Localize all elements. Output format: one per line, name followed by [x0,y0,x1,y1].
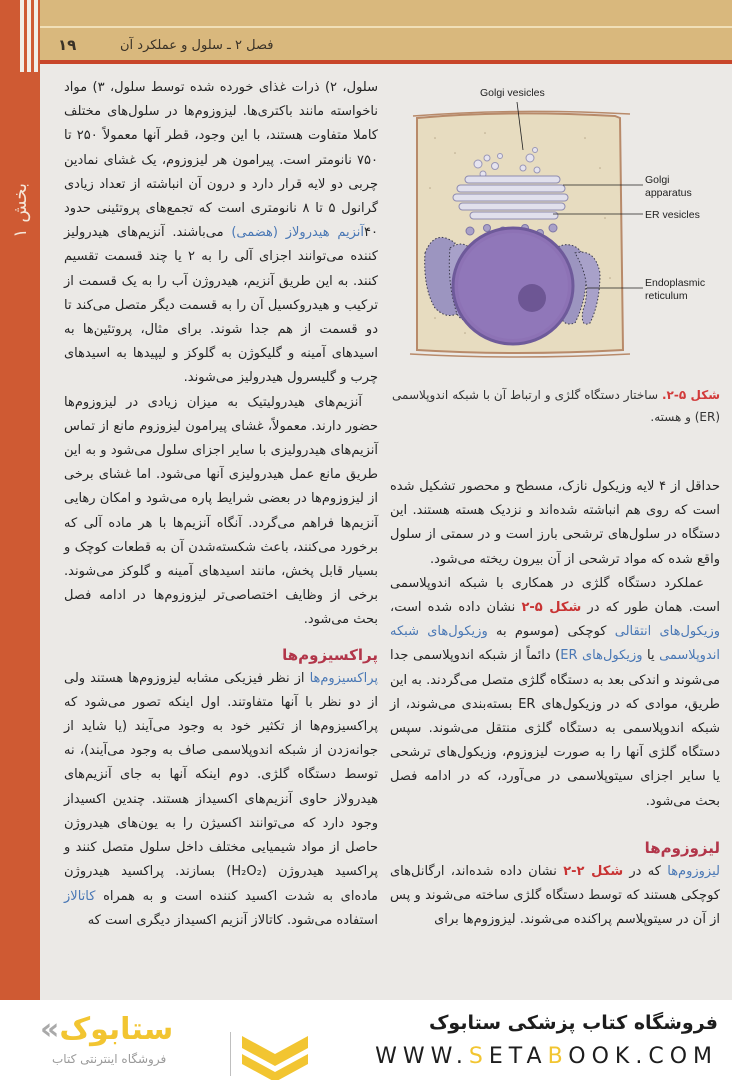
term-hydrolase: آنزیم هیدرولاز (هضمی) [231,225,365,241]
paragraph: حداقل از ۴ لایه وزیکول نازک، مسطح و محصور تشکیل شده است که روی هم انباشته شده‌اند و نزدیک هسته هستند. این دستگاه در سلول‌های ترشحی بارز است و در سمتی از سلول واقع شده که مواد ترشحی از آن بیرون ریخته می‌شود. [390,479,720,567]
svg-text:reticulum: reticulum [645,290,688,302]
figure-reference[interactable]: شکل ۲-۲ [563,863,624,879]
label-er-vesicles: ER vesicles [645,209,700,221]
header-divider [40,26,732,28]
term-catalase: کاتالاز [64,888,96,904]
paragraph: لیزوزوم‌ها که در شکل ۲-۲ نشان داده شده‌اند، ارگانل‌های کوچکی هستند که توسط دستگاه گلژی ساخته می‌شوند و پس از آن در سیتوپلاسم پراکنده می‌شوند. لیزوزوم‌ها برای [390,863,720,928]
section-label: بخش ۱ [9,182,31,238]
cell-diagram [395,78,730,378]
paragraph: عملکرد دستگاه گلژی در همکاری با شبکه اندوپلاسمی است. همان طور که در شکل ۵-۲ نشان داده شده است، وزیکول‌های انتقالی کوچکی (موسوم به وزیکول‌های شبکه اندوپلاسمی یا وزیکول‌های ER) دائماً از شبکه اندوپلاسمی جدا می‌شوند و اندکی بعد به دستگاه گلژی متصل می‌گردند. به این طریق، موادی که در وزیکول‌های ER بسته‌بندی می‌شوند، از شبکه اندوپلاسمی به دستگاه گلژی منتقل می‌شوند. سپس دستگاه گلژی آنها را به صورت لیزوزوم، وزیکول‌های ترشحی یا سایر اجزای سیتوپلاسمی در می‌آورد، که در ادامه فصل بحث می‌شود. [390,575,721,809]
left-column [64,76,378,933]
label-endoplasmic-reticulum: Endoplasmic [645,277,706,289]
figure-reference[interactable]: شکل ۵-۲ [521,600,582,616]
paragraph: پراکسیزوم‌ها از نظر فیزیکی مشابه لیزوزوم‌ها هستند ولی از دو نظر با آنها متفاوتند. اول اینکه تصور می‌شود که پراکسیزوم‌ها از تکثیر خود به وجود می‌آیند (یا شاید از جوانه‌زدن از شبکه اندوپلاسمی صاف به وجود می‌آیند)، نه توسط دستگاه گلژی. دوم اینکه آنها به جای آنزیم‌های هیدرولاز حاوی آنزیم‌های اکسیداز هستند. چندین اکسیداز وجود دارد که می‌توانند اکسیژن را به یون‌های هیدروژن حاصل از مواد شیمیایی مختلف داخل سلول متصل کنند و پراکسید هیدروژن (H₂O₂) بسازند. پراکسید هیدروژن ماده‌ای به شدت اکسید کننده است و به همراه کاتالاز استفاده می‌شود. کاتالاز آنزیم اکسیداز دیگری است که [64,670,378,928]
section-side-tab [0,0,40,1000]
store-name: فروشگاه کتاب پزشکی ستابوک [428,1012,718,1034]
right-column [390,475,720,932]
store-logo[interactable] [30,1012,290,1072]
heading-peroxisomes: پراکسیزوم‌ها [282,645,378,664]
paragraph: آنزیم‌های هیدرولیتیک به میزان زیادی در لیزوزوم‌ها حضور دارند. معمولاً، غشای پیرامون لیزوزوم مانع از تماس آنزیم‌های هیدرولیزی با سایر اجزای سلول می‌شود و به این طریق مانع عمل هیدرولیزی آنها می‌شود. اما غشای برخی از لیزوزوم‌ها در بعضی شرایط پاره می‌شود و امکان رهایی آنزیم‌ها فراهم می‌گردد. آنگاه آنزیم‌ها با هر ماده آلی که برخورد می‌کنند، باعث شکسته‌شدن آن به قطعات کوچک و بسیار قابل پخش، مانند اسیدهای آمینه و گلوکز می‌شوند. برخی از وظایف اختصاصی‌تر لیزوزوم‌ها در ادامه فصل بحث می‌شود. [64,394,378,628]
heading-lysosomes: لیزوزوم‌ها [644,838,720,857]
logo-subtitle: فروشگاه اینترنتی کتاب [52,1052,167,1066]
figure-golgi-er [395,78,730,378]
caption-title: شکل ۵-۲. [661,388,720,402]
figure-caption: شکل ۵-۲. ساختار دستگاه گلژی و ارتباط آن با شبکه اندوپلاسمی (ER) و هسته. [392,388,720,424]
label-golgi-apparatus: Golgi [645,174,670,186]
logo-wordmark: «ستابوک [40,1012,174,1047]
footer-banner [0,1000,732,1080]
paragraph: سلول، ۲) ذرات غذای خورده شده توسط سلول، ۳) مواد ناخواسته مانند باکتری‌ها. لیزوزوم‌ها در سلول‌های مختلف کاملا متفاوت هستند، با این وجود، قطر آنها معمولاً ۲۵۰ تا ۷۵۰ نانومتر است. پیرامون هر لیزوزوم، یک غشای نمادین چربی دو لایه قرار دارد و درون آن انباشته از تعداد زیادی گرانول ۵ تا ۸ نانومتری است که تجمع‌های پروتئینی حدود ۴۰آنزیم هیدرولاز (هضمی) می‌باشند. آنزیم‌های هیدرولیز کننده می‌توانند اجزای آلی را به ۲ یا چند قسمت تقسیم کنند. به این طریق آنزیم، هیدروژن آب را به یک قسمت از ترکیب و هیدروکسیل آن را به قسمت دیگر متصل می‌کند تا دو قسمت از هم جدا شوند. برای مثال، پروتئین‌ها به اسیدهای آمینه و گلیکوژن به گلوکز و لیپیدها به اسیدهای چرب و گلیسرول هیدرولیز می‌شوند. [64,80,379,386]
svg-text:apparatus: apparatus [645,187,692,199]
store-url[interactable]: WWW.SETABOOK.COM [375,1044,718,1069]
logo-divider [230,1032,231,1076]
label-golgi-vesicles: Golgi vesicles [480,87,545,99]
term-peroxisomes: پراکسیزوم‌ها [309,670,378,686]
chevron-logo-icon [240,1032,310,1080]
page-number: ۱۹ [58,36,77,54]
chapter-title: فصل ۲ ـ سلول و عملکرد آن [120,38,274,53]
